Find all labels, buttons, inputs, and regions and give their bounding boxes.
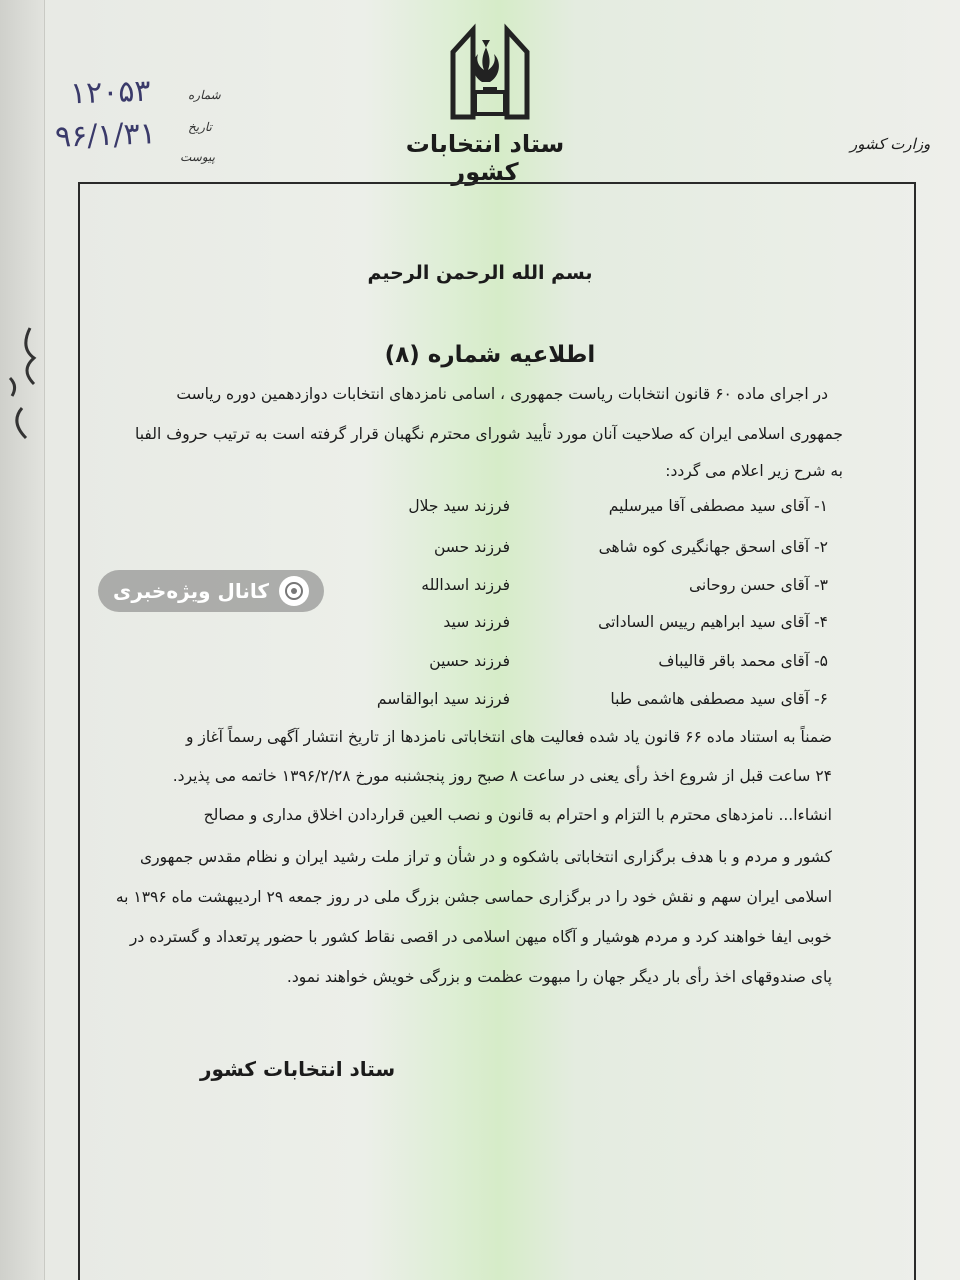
election-headquarters-logo [445, 22, 535, 127]
candidate-parent: فرزند حسین [429, 652, 510, 670]
eye-logo-icon [279, 576, 309, 606]
intro-line: در اجرای ماده ۶۰ قانون انتخابات ریاست جمهوری ، اسامی نامزدهای انتخابات دوازدهمین دوره ریاست [176, 385, 828, 403]
candidate-parent: فرزند سید [443, 613, 510, 631]
date-label: تاریخ [188, 120, 212, 134]
attachment-label: پیوست [180, 150, 215, 164]
number-label: شماره [188, 88, 221, 102]
candidate-parent: فرزند سید جلال [408, 497, 510, 515]
closing-line: انشاءا... نامزدهای محترم با التزام و احترام به قانون و نصب العین قراردادن اخلاق مداری و مصالح [203, 806, 832, 824]
signature-block: ستاد انتخابات کشور [200, 1057, 396, 1081]
closing-line: پای صندوقهای اخذ رأی بار دیگر جهان را مبهوت عظمت و بزرگی خویش خواهند نمود. [286, 968, 832, 986]
closing-line: کشور و مردم و با هدف برگزاری انتخاباتی باشکوه و در شأن و تراز ملت رشید ایران و نظام مقدس جمهوری [140, 848, 832, 866]
watermark-text: کانال ویژه‌خبری [113, 579, 270, 603]
candidate-name: ۵- آقای محمد باقر قالیباف [658, 652, 828, 670]
closing-line: خوبی ایفا خواهند کرد و مردم هوشیار و آگاه میهن اسلامی در اقصی نقاط کشور با حضور پرتعداد و گسترده در [129, 928, 832, 946]
closing-line: اسلامی ایران سهم و نقش خود را در برگزاری حماسی جشن بزرگ ملی در روز جمعه ۲۹ اردیبهشت ماه ۱۳۹۶ به [115, 888, 832, 906]
bismillah: بسم الله الرحمن الرحیم [367, 262, 593, 284]
candidate-parent: فرزند اسدالله [421, 576, 510, 594]
intro-line: به شرح زیر اعلام می گردد: [665, 462, 843, 480]
candidate-parent: فرزند حسن [433, 538, 510, 556]
hq-title: ستاد انتخابات کشور [405, 130, 565, 186]
candidate-name: ۴- آقای سید ابراهیم رییس الساداتی [598, 613, 828, 631]
channel-watermark [98, 570, 324, 612]
intro-line: جمهوری اسلامی ایران که صلاحیت آنان مورد تأیید شورای محترم نگهبان قرار گرفته است به ترتیب حروف الفبا [135, 425, 843, 443]
notice-title: اطلاعیه شماره (۸) [384, 342, 596, 368]
candidate-parent: فرزند سید ابوالقاسم [376, 690, 510, 708]
campaign-line: ۲۴ ساعت قبل از شروع اخذ رأی یعنی در ساعت ۸ صبح روز پنجشنبه مورخ ۱۳۹۶/۲/۲۸ خاتمه می پذیرد. [172, 767, 832, 785]
candidate-name: ۳- آقای حسن روحانی [689, 576, 828, 594]
serial-number: ۱۲۰۵۳ [69, 73, 152, 112]
candidate-name: ۱- آقای سید مصطفی آقا میرسلیم [608, 497, 828, 515]
handwritten-date: ۹۶/۱/۳۱ [54, 116, 157, 155]
candidate-name: ۲- آقای اسحق جهانگیری کوه شاهی [598, 538, 828, 556]
candidate-name: ۶- آقای سید مصطفی هاشمی طبا [610, 690, 828, 708]
underlying-page-edge [0, 0, 45, 1280]
ministry-label: وزارت کشور [850, 135, 931, 153]
campaign-line: ضمناً به استناد ماده ۶۶ قانون یاد شده فعالیت های انتخاباتی نامزدها از تاریخ انتشار آگهی رسماً آغاز و [185, 728, 832, 746]
